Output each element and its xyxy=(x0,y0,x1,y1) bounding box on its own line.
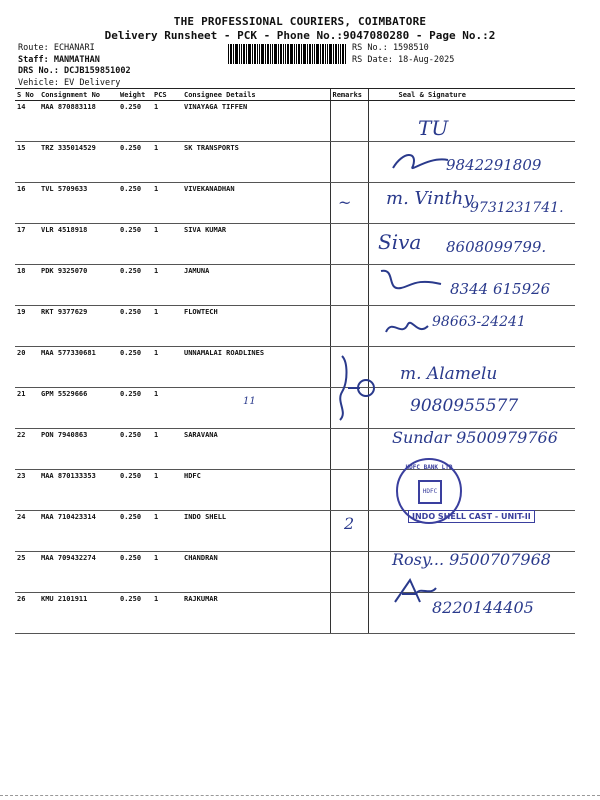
rs-date: RS Date: 18-Aug-2025 xyxy=(352,54,455,65)
cell-weight: 0.250 xyxy=(118,593,152,634)
runsheet-meta-left xyxy=(18,43,131,89)
cell-weight: 0.250 xyxy=(118,183,152,224)
cell-consignee: SIVA KUMAR xyxy=(182,224,330,265)
handwriting-r26: 8220144405 xyxy=(432,598,534,617)
handwriting-r21-phone: 9080955577 xyxy=(410,396,519,416)
cell-weight: 0.250 xyxy=(118,470,152,511)
cell-pcs: 1 xyxy=(152,470,182,511)
handwriting-r15-phone: 9842291809 xyxy=(446,156,542,174)
cell-pcs: 1 xyxy=(152,142,182,183)
handwriting-r20: m. Alamelu xyxy=(400,364,498,384)
handwriting-r17-name: Siva xyxy=(378,230,422,254)
cell-sno: 23 xyxy=(15,470,39,511)
cell-consignment: TVL 5709633 xyxy=(39,183,118,224)
cell-sno: 20 xyxy=(15,347,39,388)
cell-remarks xyxy=(330,552,368,593)
cell-sno: 18 xyxy=(15,265,39,306)
handwriting-r19: 98663-24241 xyxy=(432,314,526,330)
signature-scribble-r19 xyxy=(382,316,432,340)
cell-consignee xyxy=(182,388,330,429)
cell-sno: 14 xyxy=(15,101,39,142)
cell-weight: 0.250 xyxy=(118,142,152,183)
cell-sno: 16 xyxy=(15,183,39,224)
cell-remarks xyxy=(330,265,368,306)
cell-consignee: SK TRANSPORTS xyxy=(182,142,330,183)
handwriting-r17-phone: 8608099799. xyxy=(446,238,547,256)
cell-remarks xyxy=(330,593,368,634)
cell-consignee: SARAVANA xyxy=(182,429,330,470)
handwriting-r16-name: m. Vinthy xyxy=(386,188,474,209)
col-header-consignee: Consignee Details xyxy=(182,89,330,101)
rs-number: RS No.: 1598510 xyxy=(352,43,429,53)
footer-divider xyxy=(0,795,600,796)
cell-sno: 15 xyxy=(15,142,39,183)
page-title: THE PROFESSIONAL COURIERS, COIMBATORE xyxy=(173,15,427,28)
cell-pcs: 1 xyxy=(152,511,182,552)
col-header-sno: S No xyxy=(15,89,39,101)
cell-pcs: 1 xyxy=(152,183,182,224)
drs-label: DRS No.: DCJB159851002 xyxy=(18,66,131,76)
cell-remarks xyxy=(330,306,368,347)
cell-weight: 0.250 xyxy=(118,429,152,470)
cell-pcs: 1 xyxy=(152,552,182,593)
hdfc-stamp-text: HDFC BANK LTD xyxy=(405,464,453,471)
runsheet-meta-right xyxy=(352,43,454,66)
cell-consignee: VIVEKANADHAN xyxy=(182,183,330,224)
signature-scribble-r18 xyxy=(376,266,446,296)
vehicle-label: Vehicle: EV Delivery xyxy=(18,77,121,88)
indo-shell-stamp: INDO SHELL CAST - UNIT-II xyxy=(408,510,535,523)
cell-consignment: PDK 9325070 xyxy=(39,265,118,306)
hdfc-stamp-logo: HDFC xyxy=(418,480,442,504)
cell-consignment: VLR 4518918 xyxy=(39,224,118,265)
cell-sno: 17 xyxy=(15,224,39,265)
handwriting-r16-phone: 9731231741. xyxy=(470,200,564,216)
table-header-row xyxy=(15,89,575,101)
cell-consignment: PON 7940863 xyxy=(39,429,118,470)
cell-consignment: MAA 710423314 xyxy=(39,511,118,552)
cell-consignee: HDFC xyxy=(182,470,330,511)
cell-sno: 22 xyxy=(15,429,39,470)
cell-pcs: 1 xyxy=(152,265,182,306)
cell-sno: 19 xyxy=(15,306,39,347)
cell-remarks xyxy=(330,142,368,183)
cell-remarks xyxy=(330,429,368,470)
cell-pcs: 1 xyxy=(152,347,182,388)
cell-pcs: 1 xyxy=(152,593,182,634)
cell-signature xyxy=(368,101,575,142)
cell-weight: 0.250 xyxy=(118,306,152,347)
cell-consignee: RAJKUMAR xyxy=(182,593,330,634)
col-header-signature: Seal & Signature xyxy=(368,89,575,101)
table-row xyxy=(15,101,575,142)
cell-remarks xyxy=(330,101,368,142)
cell-weight: 0.250 xyxy=(118,265,152,306)
cell-sno: 24 xyxy=(15,511,39,552)
cell-weight: 0.250 xyxy=(118,224,152,265)
handwriting-r25: Rosy... 9500707968 xyxy=(392,550,551,569)
cell-weight: 0.250 xyxy=(118,101,152,142)
route-label: Route: ECHANARI xyxy=(18,43,95,53)
cell-consignee: INDO SHELL xyxy=(182,511,330,552)
cell-consignment: GPM 5529666 xyxy=(39,388,118,429)
cell-pcs: 1 xyxy=(152,101,182,142)
cell-pcs: 1 xyxy=(152,388,182,429)
cell-weight: 0.250 xyxy=(118,552,152,593)
cell-consignment: RKT 9377629 xyxy=(39,306,118,347)
barcode xyxy=(228,44,346,64)
col-header-weight: Weight xyxy=(118,89,152,101)
handwriting-r14: TU xyxy=(418,116,449,140)
cell-consignment: KMU 2101911 xyxy=(39,593,118,634)
handwriting-r22: Sundar 9500979766 xyxy=(392,428,558,447)
cell-consignment: MAA 709432274 xyxy=(39,552,118,593)
cell-pcs: 1 xyxy=(152,429,182,470)
cell-sno: 21 xyxy=(15,388,39,429)
bracket-mark-r20-r21 xyxy=(326,352,376,424)
cell-consignee: JAMUNA xyxy=(182,265,330,306)
handwriting-r16-remark: ~ xyxy=(338,193,352,212)
table-row xyxy=(15,470,575,511)
staff-label: Staff: MANMATHAN xyxy=(18,54,100,65)
cell-sno: 26 xyxy=(15,593,39,634)
cell-consignment: MAA 870133353 xyxy=(39,470,118,511)
cell-weight: 0.250 xyxy=(118,511,152,552)
cell-consignee: VINAYAGA TIFFEN xyxy=(182,101,330,142)
cell-consignee: CHANDRAN xyxy=(182,552,330,593)
cell-consignee: UNNAMALAI ROADLINES xyxy=(182,347,330,388)
cell-consignment: TRZ 335014529 xyxy=(39,142,118,183)
page-subtitle: Delivery Runsheet - PCK - Phone No.:9047080280 - Page No.:2 xyxy=(104,29,496,42)
handwriting-r18: 8344 615926 xyxy=(450,280,551,298)
cell-sno: 25 xyxy=(15,552,39,593)
col-header-consignment: Consignment No xyxy=(39,89,118,101)
cell-remarks xyxy=(330,224,368,265)
handwriting-r24-mark: 2 xyxy=(344,514,355,533)
cell-weight: 0.250 xyxy=(118,347,152,388)
cell-remarks xyxy=(330,470,368,511)
cell-weight: 0.250 xyxy=(118,388,152,429)
cell-consignee: FLOWTECH xyxy=(182,306,330,347)
cell-consignment: MAA 870883118 xyxy=(39,101,118,142)
handwriting-r21-mark: 11 xyxy=(243,396,256,407)
col-header-remarks: Remarks xyxy=(330,89,368,101)
cell-pcs: 1 xyxy=(152,224,182,265)
cell-consignment: MAA 577330681 xyxy=(39,347,118,388)
col-header-pcs: PCS xyxy=(152,89,182,101)
cell-pcs: 1 xyxy=(152,306,182,347)
